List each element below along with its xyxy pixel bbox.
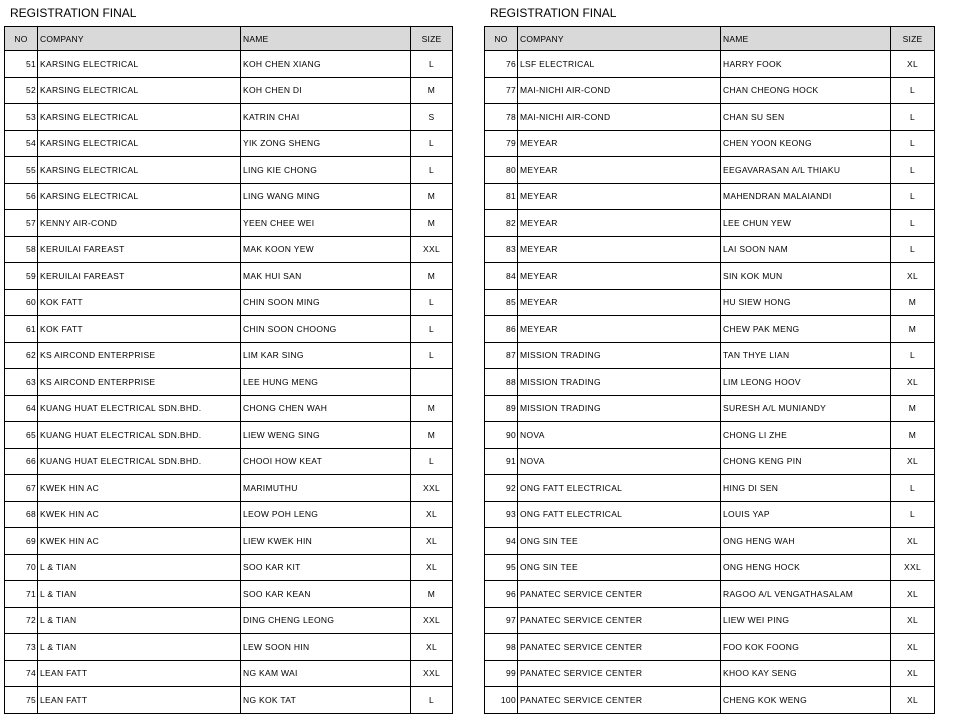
cell-size: M xyxy=(891,316,935,343)
cell-company: PANATEC SERVICE CENTER xyxy=(518,581,721,608)
cell-size: M xyxy=(891,289,935,316)
cell-no: 85 xyxy=(485,289,518,316)
cell-no: 51 xyxy=(5,51,38,78)
cell-name: CHAN SU SEN xyxy=(721,104,891,131)
cell-size: M xyxy=(411,183,453,210)
cell-company: KERUILAI FAREAST xyxy=(38,263,241,290)
cell-no: 96 xyxy=(485,581,518,608)
sheet-title: REGISTRATION FINAL xyxy=(10,6,137,20)
cell-size: XL xyxy=(411,554,453,581)
table-row xyxy=(5,395,453,422)
registration-table xyxy=(4,26,453,714)
cell-size: M xyxy=(411,263,453,290)
cell-size: L xyxy=(891,236,935,263)
cell-company: ONG FATT ELECTRICAL xyxy=(518,475,721,502)
cell-company: KARSING ELECTRICAL xyxy=(38,157,241,184)
cell-name: HING DI SEN xyxy=(721,475,891,502)
cell-name: LIM KAR SING xyxy=(241,342,411,369)
cell-no: 84 xyxy=(485,263,518,290)
cell-size: XL xyxy=(891,369,935,396)
cell-no: 64 xyxy=(5,395,38,422)
cell-company: KARSING ELECTRICAL xyxy=(38,51,241,78)
cell-company: KOK FATT xyxy=(38,316,241,343)
table-row xyxy=(485,157,935,184)
cell-size: M xyxy=(411,422,453,449)
cell-name: LIM LEONG HOOV xyxy=(721,369,891,396)
cell-company: KUANG HUAT ELECTRICAL SDN.BHD. xyxy=(38,395,241,422)
column-header-name: NAME xyxy=(241,27,411,51)
cell-name: LIEW WEI PING xyxy=(721,607,891,634)
cell-company: PANATEC SERVICE CENTER xyxy=(518,607,721,634)
cell-size: M xyxy=(891,422,935,449)
cell-name: LOUIS YAP xyxy=(721,501,891,528)
table-row xyxy=(485,501,935,528)
cell-company: KWEK HIN AC xyxy=(38,501,241,528)
cell-name: KOH CHEN XIANG xyxy=(241,51,411,78)
cell-size: XXL xyxy=(891,554,935,581)
cell-name: CHAN CHEONG HOCK xyxy=(721,77,891,104)
table-row xyxy=(5,130,453,157)
column-header-no: NO xyxy=(485,27,518,51)
cell-no: 74 xyxy=(5,660,38,687)
cell-name: LING KIE CHONG xyxy=(241,157,411,184)
cell-company: PANATEC SERVICE CENTER xyxy=(518,634,721,661)
cell-no: 91 xyxy=(485,448,518,475)
cell-company: MISSION TRADING xyxy=(518,369,721,396)
cell-company: KARSING ELECTRICAL xyxy=(38,183,241,210)
table-row xyxy=(485,51,935,78)
cell-size: L xyxy=(891,475,935,502)
cell-size: XL xyxy=(891,448,935,475)
cell-company: L & TIAN xyxy=(38,581,241,608)
cell-no: 92 xyxy=(485,475,518,502)
cell-company: LEAN FATT xyxy=(38,687,241,714)
cell-size: L xyxy=(891,104,935,131)
cell-no: 62 xyxy=(5,342,38,369)
cell-no: 93 xyxy=(485,501,518,528)
cell-company: MISSION TRADING xyxy=(518,342,721,369)
table-row xyxy=(485,342,935,369)
cell-company: ONG SIN TEE xyxy=(518,554,721,581)
cell-size: XXL xyxy=(411,607,453,634)
cell-name: ONG HENG HOCK xyxy=(721,554,891,581)
cell-size: XL xyxy=(891,687,935,714)
cell-size: L xyxy=(411,289,453,316)
cell-size: XL xyxy=(411,528,453,555)
cell-name: CHIN SOON CHOONG xyxy=(241,316,411,343)
cell-size: M xyxy=(891,395,935,422)
cell-name: KATRIN CHAI xyxy=(241,104,411,131)
registration-table xyxy=(484,26,935,714)
cell-size: XL xyxy=(891,581,935,608)
table-header-row xyxy=(5,27,453,51)
cell-company: MEYEAR xyxy=(518,183,721,210)
cell-no: 95 xyxy=(485,554,518,581)
table-row xyxy=(485,210,935,237)
cell-size: L xyxy=(411,316,453,343)
table-row xyxy=(5,660,453,687)
cell-name: YIK ZONG SHENG xyxy=(241,130,411,157)
cell-name: CHEW PAK MENG xyxy=(721,316,891,343)
cell-no: 76 xyxy=(485,51,518,78)
cell-name: RAGOO A/L VENGATHASALAM xyxy=(721,581,891,608)
cell-no: 81 xyxy=(485,183,518,210)
cell-size: L xyxy=(891,210,935,237)
cell-size: XL xyxy=(891,528,935,555)
registration-sheet-left xyxy=(4,0,453,714)
table-row xyxy=(5,554,453,581)
table-row xyxy=(5,51,453,78)
cell-name: LAI SOON NAM xyxy=(721,236,891,263)
cell-name: SOO KAR KEAN xyxy=(241,581,411,608)
cell-company: MEYEAR xyxy=(518,263,721,290)
table-row xyxy=(485,395,935,422)
table-row xyxy=(5,581,453,608)
cell-no: 98 xyxy=(485,634,518,661)
cell-company: MAI-NICHI AIR-COND xyxy=(518,104,721,131)
table-row xyxy=(485,130,935,157)
cell-size: XL xyxy=(891,607,935,634)
cell-name: TAN THYE LIAN xyxy=(721,342,891,369)
cell-name: MARIMUTHU xyxy=(241,475,411,502)
cell-company: NOVA xyxy=(518,422,721,449)
cell-size: L xyxy=(891,157,935,184)
cell-company: PANATEC SERVICE CENTER xyxy=(518,687,721,714)
cell-no: 79 xyxy=(485,130,518,157)
cell-name: KHOO KAY SENG xyxy=(721,660,891,687)
cell-company: MEYEAR xyxy=(518,157,721,184)
cell-size: S xyxy=(411,104,453,131)
table-row xyxy=(485,289,935,316)
cell-company: MAI-NICHI AIR-COND xyxy=(518,77,721,104)
cell-size: XL xyxy=(891,51,935,78)
cell-name: NG KOK TAT xyxy=(241,687,411,714)
table-row xyxy=(485,104,935,131)
column-header-company: COMPANY xyxy=(518,27,721,51)
cell-no: 56 xyxy=(5,183,38,210)
cell-name: LEE HUNG MENG xyxy=(241,369,411,396)
cell-size: L xyxy=(891,342,935,369)
cell-name: SOO KAR KIT xyxy=(241,554,411,581)
cell-name: LEOW POH LENG xyxy=(241,501,411,528)
cell-size: L xyxy=(891,501,935,528)
table-row xyxy=(5,289,453,316)
cell-name: NG KAM WAI xyxy=(241,660,411,687)
cell-no: 82 xyxy=(485,210,518,237)
cell-size: L xyxy=(411,342,453,369)
cell-company: MEYEAR xyxy=(518,130,721,157)
cell-no: 61 xyxy=(5,316,38,343)
cell-name: CHONG CHEN WAH xyxy=(241,395,411,422)
cell-size: L xyxy=(411,157,453,184)
cell-no: 57 xyxy=(5,210,38,237)
cell-no: 53 xyxy=(5,104,38,131)
cell-size: XL xyxy=(891,263,935,290)
cell-company: ONG FATT ELECTRICAL xyxy=(518,501,721,528)
table-row xyxy=(5,369,453,396)
cell-company: KUANG HUAT ELECTRICAL SDN.BHD. xyxy=(38,422,241,449)
cell-company: MEYEAR xyxy=(518,210,721,237)
cell-name: KOH CHEN DI xyxy=(241,77,411,104)
cell-company: KS AIRCOND ENTERPRISE xyxy=(38,369,241,396)
table-row xyxy=(5,607,453,634)
cell-company: KUANG HUAT ELECTRICAL SDN.BHD. xyxy=(38,448,241,475)
cell-company: KARSING ELECTRICAL xyxy=(38,130,241,157)
cell-size: XL xyxy=(411,501,453,528)
cell-name: CHONG LI ZHE xyxy=(721,422,891,449)
cell-size: L xyxy=(891,77,935,104)
cell-name: FOO KOK FOONG xyxy=(721,634,891,661)
cell-name: LEE CHUN YEW xyxy=(721,210,891,237)
table-row xyxy=(5,316,453,343)
cell-no: 75 xyxy=(5,687,38,714)
cell-no: 78 xyxy=(485,104,518,131)
cell-no: 58 xyxy=(5,236,38,263)
cell-size: L xyxy=(411,448,453,475)
cell-no: 97 xyxy=(485,607,518,634)
table-row xyxy=(5,448,453,475)
table-row xyxy=(485,581,935,608)
cell-company: KS AIRCOND ENTERPRISE xyxy=(38,342,241,369)
cell-size: XL xyxy=(891,660,935,687)
cell-no: 63 xyxy=(5,369,38,396)
cell-company: L & TIAN xyxy=(38,554,241,581)
table-row xyxy=(5,422,453,449)
table-row xyxy=(5,157,453,184)
cell-name: SIN KOK MUN xyxy=(721,263,891,290)
cell-no: 65 xyxy=(5,422,38,449)
cell-no: 73 xyxy=(5,634,38,661)
cell-no: 87 xyxy=(485,342,518,369)
cell-size: M xyxy=(411,77,453,104)
column-header-no: NO xyxy=(5,27,38,51)
cell-no: 72 xyxy=(5,607,38,634)
cell-company: LSF ELECTRICAL xyxy=(518,51,721,78)
sheet-title: REGISTRATION FINAL xyxy=(490,6,617,20)
cell-name: CHOOI HOW KEAT xyxy=(241,448,411,475)
table-row xyxy=(485,316,935,343)
table-row xyxy=(485,660,935,687)
column-header-size: SIZE xyxy=(411,27,453,51)
cell-no: 88 xyxy=(485,369,518,396)
cell-size: XL xyxy=(411,634,453,661)
cell-no: 71 xyxy=(5,581,38,608)
cell-no: 70 xyxy=(5,554,38,581)
table-row xyxy=(485,607,935,634)
cell-size: L xyxy=(411,51,453,78)
table-row xyxy=(485,183,935,210)
cell-no: 77 xyxy=(485,77,518,104)
cell-company: ONG SIN TEE xyxy=(518,528,721,555)
table-row xyxy=(5,475,453,502)
table-row xyxy=(5,104,453,131)
cell-size xyxy=(411,369,453,396)
table-row xyxy=(485,422,935,449)
table-row xyxy=(5,236,453,263)
cell-name: EEGAVARASAN A/L THIAKU xyxy=(721,157,891,184)
registration-sheet-right xyxy=(484,0,935,714)
cell-name: CHIN SOON MING xyxy=(241,289,411,316)
cell-size: XL xyxy=(891,634,935,661)
cell-no: 69 xyxy=(5,528,38,555)
table-row xyxy=(5,528,453,555)
cell-size: M xyxy=(411,395,453,422)
table-row xyxy=(485,263,935,290)
cell-company: KENNY AIR-COND xyxy=(38,210,241,237)
cell-no: 89 xyxy=(485,395,518,422)
cell-size: XXL xyxy=(411,475,453,502)
cell-size: XXL xyxy=(411,660,453,687)
cell-no: 100 xyxy=(485,687,518,714)
cell-company: PANATEC SERVICE CENTER xyxy=(518,660,721,687)
table-row xyxy=(485,475,935,502)
cell-no: 90 xyxy=(485,422,518,449)
cell-name: DING CHENG LEONG xyxy=(241,607,411,634)
cell-no: 99 xyxy=(485,660,518,687)
cell-company: MEYEAR xyxy=(518,236,721,263)
cell-name: LING WANG MING xyxy=(241,183,411,210)
cell-name: CHEN YOON KEONG xyxy=(721,130,891,157)
cell-size: L xyxy=(411,130,453,157)
cell-company: L & TIAN xyxy=(38,634,241,661)
cell-company: MISSION TRADING xyxy=(518,395,721,422)
cell-size: XXL xyxy=(411,236,453,263)
table-row xyxy=(5,501,453,528)
column-header-size: SIZE xyxy=(891,27,935,51)
table-row xyxy=(485,687,935,714)
cell-no: 66 xyxy=(5,448,38,475)
table-row xyxy=(5,183,453,210)
table-body xyxy=(5,51,453,714)
cell-no: 59 xyxy=(5,263,38,290)
table-row xyxy=(485,236,935,263)
cell-no: 86 xyxy=(485,316,518,343)
table-row xyxy=(485,448,935,475)
column-header-company: COMPANY xyxy=(38,27,241,51)
cell-company: KWEK HIN AC xyxy=(38,528,241,555)
cell-company: KWEK HIN AC xyxy=(38,475,241,502)
cell-no: 52 xyxy=(5,77,38,104)
cell-name: ONG HENG WAH xyxy=(721,528,891,555)
cell-company: KARSING ELECTRICAL xyxy=(38,77,241,104)
table-row xyxy=(485,634,935,661)
cell-size: L xyxy=(891,183,935,210)
cell-company: LEAN FATT xyxy=(38,660,241,687)
table-header-row xyxy=(485,27,935,51)
cell-company: KERUILAI FAREAST xyxy=(38,236,241,263)
table-row xyxy=(485,554,935,581)
table-body xyxy=(485,51,935,714)
cell-name: SURESH A/L MUNIANDY xyxy=(721,395,891,422)
table-row xyxy=(485,528,935,555)
cell-size: L xyxy=(411,687,453,714)
cell-no: 80 xyxy=(485,157,518,184)
table-row xyxy=(485,77,935,104)
cell-name: HARRY FOOK xyxy=(721,51,891,78)
cell-name: CHENG KOK WENG xyxy=(721,687,891,714)
cell-name: LIEW WENG SING xyxy=(241,422,411,449)
cell-no: 54 xyxy=(5,130,38,157)
cell-name: LIEW KWEK HIN xyxy=(241,528,411,555)
table-row xyxy=(5,77,453,104)
cell-name: LEW SOON HIN xyxy=(241,634,411,661)
cell-name: CHONG KENG PIN xyxy=(721,448,891,475)
cell-size: M xyxy=(411,210,453,237)
table-row xyxy=(5,263,453,290)
cell-name: MAK KOON YEW xyxy=(241,236,411,263)
cell-no: 60 xyxy=(5,289,38,316)
cell-name: MAK HUI SAN xyxy=(241,263,411,290)
cell-company: KOK FATT xyxy=(38,289,241,316)
cell-company: KARSING ELECTRICAL xyxy=(38,104,241,131)
cell-no: 68 xyxy=(5,501,38,528)
table-row xyxy=(5,342,453,369)
cell-company: MEYEAR xyxy=(518,316,721,343)
table-row xyxy=(5,210,453,237)
table-row xyxy=(5,634,453,661)
cell-company: L & TIAN xyxy=(38,607,241,634)
cell-size: L xyxy=(891,130,935,157)
cell-no: 94 xyxy=(485,528,518,555)
cell-name: YEEN CHEE WEI xyxy=(241,210,411,237)
cell-no: 67 xyxy=(5,475,38,502)
cell-company: MEYEAR xyxy=(518,289,721,316)
cell-name: MAHENDRAN MALAIANDI xyxy=(721,183,891,210)
cell-size: M xyxy=(411,581,453,608)
cell-company: NOVA xyxy=(518,448,721,475)
cell-name: HU SIEW HONG xyxy=(721,289,891,316)
table-row xyxy=(485,369,935,396)
table-row xyxy=(5,687,453,714)
cell-no: 83 xyxy=(485,236,518,263)
column-header-name: NAME xyxy=(721,27,891,51)
cell-no: 55 xyxy=(5,157,38,184)
